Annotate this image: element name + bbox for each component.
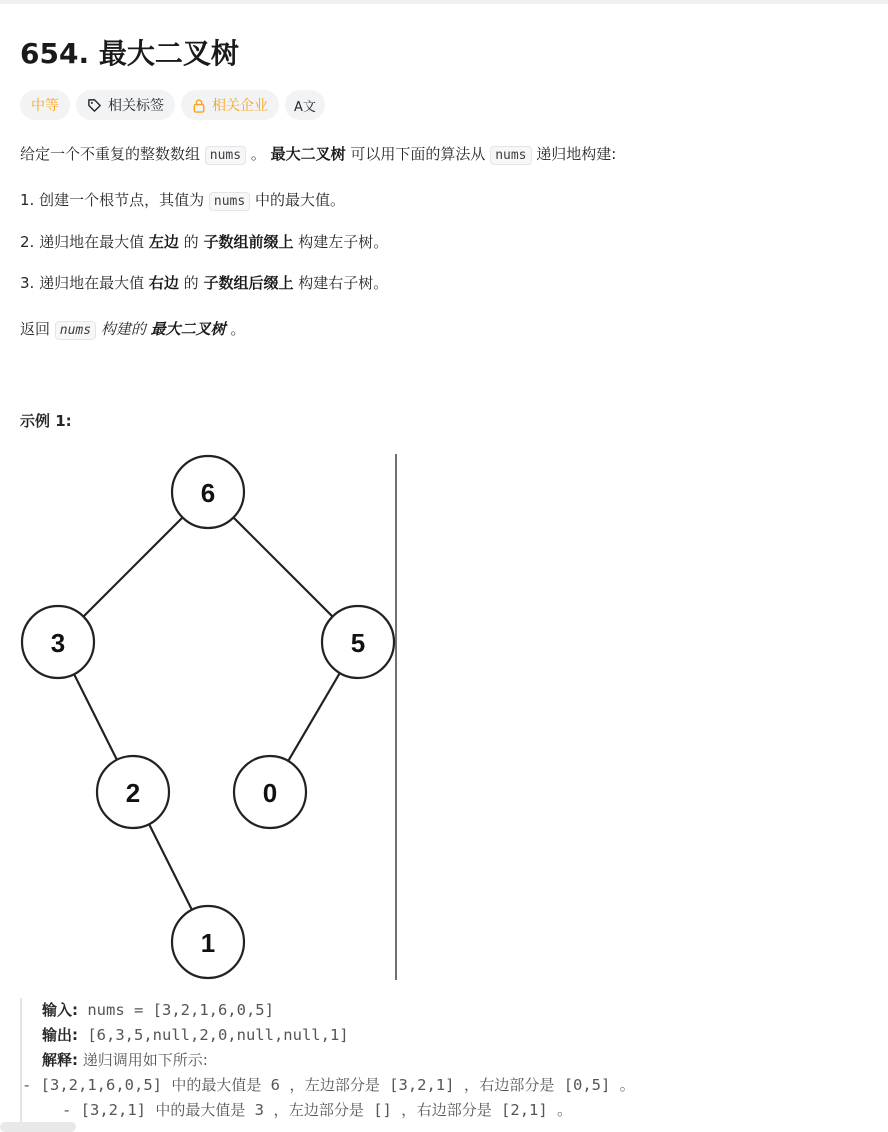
intro-text-3: 可以用下面的算法从 — [345, 145, 491, 163]
related-tags-button[interactable] — [76, 90, 175, 120]
tree-node-label: 3 — [50, 628, 66, 658]
related-companies-label: 相关企业 — [212, 98, 268, 114]
step-text: 的 — [178, 233, 204, 251]
step-text: 创建一个根节点，其值为 — [39, 191, 209, 209]
return-text: 。 — [225, 320, 246, 338]
tree-node-label: 2 — [125, 778, 141, 808]
top-border — [0, 0, 888, 4]
translate-button[interactable] — [285, 90, 325, 120]
return-statement — [20, 317, 245, 343]
step-text: 构建左子树。 — [293, 233, 389, 251]
inline-code: nums — [205, 146, 246, 165]
tree-node-label: 1 — [200, 928, 216, 958]
explanation-line-2 — [42, 1098, 880, 1123]
explanation-code: [3,2,1] ， — [379, 1076, 480, 1094]
output-value: [6,3,5,null,2,0,null,null,1] — [78, 1026, 349, 1044]
description-intro — [20, 142, 616, 168]
bold-term: 子数组后缀上 — [203, 274, 294, 292]
bold-term: 最大二叉树 — [150, 320, 226, 338]
intro-text-2: 。 — [246, 145, 271, 163]
explanation-code: [] ， — [363, 1101, 417, 1119]
explanation-text: 右边部分是 — [416, 1101, 492, 1119]
lock-icon — [192, 98, 206, 113]
step-text: 中的最大值。 — [250, 191, 345, 209]
problem-title: 654. 最大二叉树 — [20, 37, 239, 70]
step-1 — [20, 188, 345, 214]
explanation-line-1 — [22, 1073, 880, 1098]
explanation-code: 6 ， — [261, 1076, 305, 1094]
step-text: 的 — [178, 274, 204, 292]
step-number: 3. — [20, 274, 35, 292]
example-tree-image — [20, 452, 400, 982]
explanation-code: - [3,2,1,6,0,5] — [22, 1076, 172, 1094]
step-2 — [20, 230, 388, 254]
explanation-value: 递归调用如下所示: — [78, 1051, 208, 1069]
explanation-label: 解释: — [42, 1051, 78, 1069]
difficulty-label: 中等 — [31, 98, 59, 114]
bold-term: 子数组前缀上 — [203, 233, 294, 251]
explanation-code: [2,1] 。 — [491, 1101, 573, 1119]
return-text: 返回 — [20, 320, 55, 338]
example-block — [20, 998, 880, 1128]
explanation-code: - [3,2,1] — [62, 1101, 156, 1119]
inline-code: nums — [55, 321, 96, 340]
step-3 — [20, 271, 388, 295]
step-number: 1. — [20, 191, 35, 209]
translate-icon: A文 — [294, 99, 316, 115]
step-text: 递归地在最大值 — [39, 274, 149, 292]
step-text: 构建右子树。 — [293, 274, 389, 292]
explanation-text: 中的最大值是 — [155, 1101, 246, 1119]
related-companies-button[interactable] — [181, 90, 279, 120]
explanation-text: 左边部分是 — [288, 1101, 364, 1119]
difficulty-badge — [20, 90, 70, 120]
explanation-text: 中的最大值是 — [171, 1076, 262, 1094]
example-title: 示例 1: — [20, 412, 72, 430]
bold-term: 右边 — [148, 274, 179, 292]
example-explanation — [42, 1048, 880, 1073]
tree-node-label: 6 — [200, 478, 216, 508]
inline-code: nums — [490, 146, 531, 165]
input-label: 输入: — [42, 1001, 78, 1019]
tree-edges — [58, 492, 358, 942]
explanation-code: [0,5] 。 — [554, 1076, 636, 1094]
inline-code: nums — [209, 192, 250, 211]
explanation-text: 右边部分是 — [479, 1076, 555, 1094]
tag-icon — [87, 98, 102, 113]
related-tags-label: 相关标签 — [108, 98, 164, 114]
step-text: 递归地在最大值 — [39, 233, 149, 251]
explanation-code: 3 ， — [245, 1101, 289, 1119]
intro-text-4: 递归地构建: — [531, 145, 617, 163]
tree-node-label: 5 — [350, 628, 366, 658]
example-input — [42, 998, 880, 1023]
example-output — [42, 1023, 880, 1048]
output-label: 输出: — [42, 1026, 78, 1044]
tree-node-label: 0 — [262, 778, 278, 808]
explanation-text: 左边部分是 — [304, 1076, 380, 1094]
input-value: nums = [3,2,1,6,0,5] — [78, 1001, 274, 1019]
bold-term: 最大二叉树 — [270, 145, 346, 163]
step-number: 2. — [20, 233, 35, 251]
bold-term: 左边 — [148, 233, 179, 251]
bottom-scroll-handle[interactable] — [0, 1122, 76, 1132]
tag-bar — [20, 90, 325, 120]
intro-text-1: 给定一个不重复的整数数组 — [20, 145, 205, 163]
return-text: 构建的 — [96, 320, 151, 338]
